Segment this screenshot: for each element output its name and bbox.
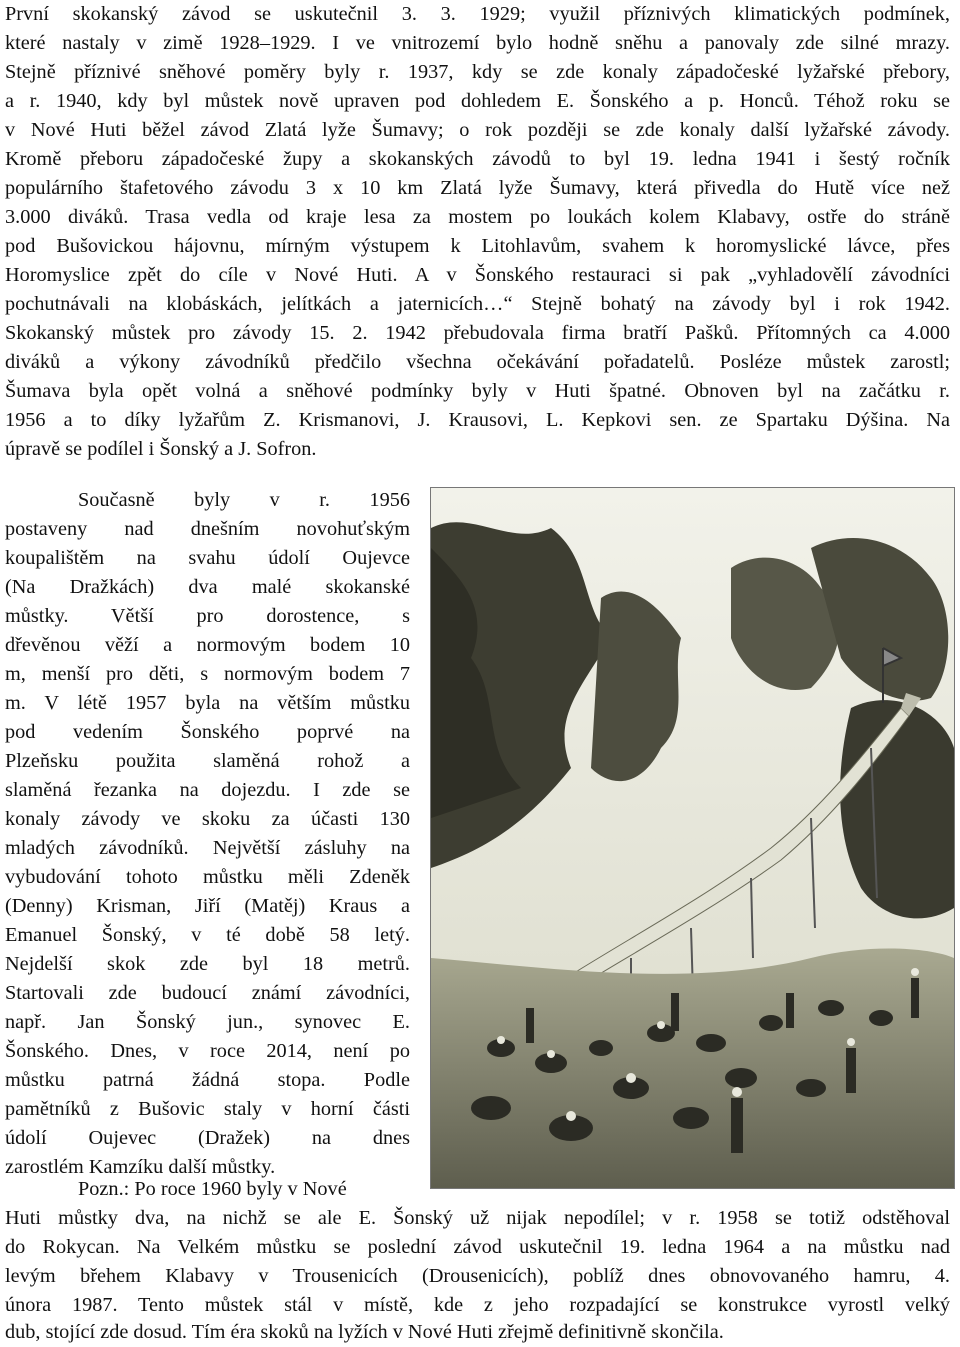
text-line: Horomyslice zpět do cíle v Nové Huti. A v Šonského restauraci si pak „vyhladovělí závodníci: [5, 264, 950, 286]
text-line: můstky. Větší pro dorostence, s: [5, 605, 410, 627]
text-line: m. V létě 1957 byla na větším můstku: [5, 692, 410, 714]
text-line: které nastaly v zimě 1928–1929. I ve vnitrozemí bylo hodně sněhu a panovaly zde silné mrazy.: [5, 32, 950, 54]
text-line: 3.000 diváků. Trasa vedla od kraje lesa za mostem po loukách kolem Klabavy, ostře do stráně: [5, 206, 950, 228]
text-line: Emanuel Šonský, v té době 58 letý.: [5, 924, 410, 946]
text-line: zarostlém Kamzíku další můstky.: [5, 1156, 276, 1178]
text-line: 1956 a to díky lyžařům Z. Krismanovi, J. Krausovi, L. Kepkovi sen. ze Spartaku Dýšina. Na: [5, 409, 950, 431]
text-line: levým břehem Klabavy v Trousenicích (Drousenicích), poblíž dnes obnovovaného hamru, 4.: [5, 1265, 950, 1287]
text-line: Šumava byla opět volná a sněhové podmínky byly v Huti špatné. Obnoven byl na začátku r.: [5, 380, 950, 402]
text-line: koupalištěm na svahu údolí Oujevce: [5, 547, 410, 569]
text-line: vybudování tohoto můstku měli Zdeněk: [5, 866, 410, 888]
text-line: do Rokycan. Na Velkém můstku se poslední závod uskutečnil 19. ledna 1964 a na můstku nad: [5, 1236, 950, 1258]
text-line: dřevěnou věží a normovým bodem 10: [5, 634, 410, 656]
text-line: mladých závodníků. Největší zásluhy na: [5, 837, 410, 859]
text-line: pod vedením Šonského poprvé na: [5, 721, 410, 743]
text-line: úpravě se podílel i Šonský a J. Sofron.: [5, 438, 317, 460]
text-line: konaly závody ve skoku za účasti 130: [5, 808, 410, 830]
text-line: diváků a výkony závodníků předčilo všechna očekávání pořadatelů. Posléze můstek zarostl;: [5, 351, 950, 373]
text-line: pod Bušovickou hájovnu, mírným výstupem k Litohlavům, svahem k horomyslické lávce, přes: [5, 235, 950, 257]
text-line: údolí Oujevec (Dražek) na dnes: [5, 1127, 410, 1149]
text-line: postaveny nad dnešním novohuťským: [5, 518, 410, 540]
text-line: v Nové Huti běžel závod Zlatá lyže Šumavy; o rok později se zde konaly další lyžařské závody.: [5, 119, 950, 141]
text-line: Skokanský můstek pro závody 15. 2. 1942 přebudovala firma bratří Pašků. Přítomných ca 4.000: [5, 322, 950, 344]
ski-jump-photo: [430, 487, 955, 1189]
text-line: Stejně příznivé sněhové poměry byly r. 1937, kdy se zde konaly západočeské lyžařské přebory,: [5, 61, 950, 83]
text-line: Současně byly v r. 1956: [78, 489, 410, 511]
text-line: pochutnávali na klobáskách, jelítkách a jaternicích…“ Stejně bohatý na závody byl i rok 1942.: [5, 293, 950, 315]
note-first-line: Pozn.: Po roce 1960 byly v Nové: [78, 1178, 347, 1200]
text-line: Kromě přeboru západočeské župy a skokanských závodů to byl 19. ledna 1941 i šestý ročník: [5, 148, 950, 170]
text-line: můstku patrná žádná stopa. Podle: [5, 1069, 410, 1091]
text-line: Plzeňsku použita slaměná rohož a: [5, 750, 410, 772]
text-line: Huti můstky dva, na nichž se ale E. Šonský už nijak nepodílel; v r. 1958 se totiž odstěhoval: [5, 1207, 950, 1229]
text-line: populárního štafetového závodu 3 x 10 km Zlatá lyže Šumavy, která přivedla do Hutě více než: [5, 177, 950, 199]
text-line: února 1987. Tento můstek stál v místě, kde z jeho rozpadající se konstrukce vyrostl velký: [5, 1294, 950, 1316]
text-line: pamětníků z Bušovic staly v horní části: [5, 1098, 410, 1120]
text-line: např. Jan Šonský jun., synovec E.: [5, 1011, 410, 1033]
text-line: Nejdelší skok zde byl 18 metrů.: [5, 953, 410, 975]
text-line: (Denny) Krisman, Jiří (Matěj) Kraus a: [5, 895, 410, 917]
text-line: m, menší pro děti, s normovým bodem 7: [5, 663, 410, 685]
text-line: (Na Dražkách) dva malé skokanské: [5, 576, 410, 598]
text-line: slaměná řezanka na dojezdu. I zde se: [5, 779, 410, 801]
text-line: První skokanský závod se uskutečnil 3. 3. 1929; využil příznivých klimatických podmínek,: [5, 3, 950, 25]
text-line: dub, stojící zde dosud. Tím éra skoků na lyžích v Nové Huti zřejmě definitivně skončila.: [5, 1321, 724, 1343]
text-line: a r. 1940, kdy byl můstek nově upraven pod dohledem E. Šonského a p. Honců. Téhož roku se: [5, 90, 950, 112]
text-line: Startovali zde budoucí známí závodníci,: [5, 982, 410, 1004]
text-line: Šonského. Dnes, v roce 2014, není po: [5, 1040, 410, 1062]
